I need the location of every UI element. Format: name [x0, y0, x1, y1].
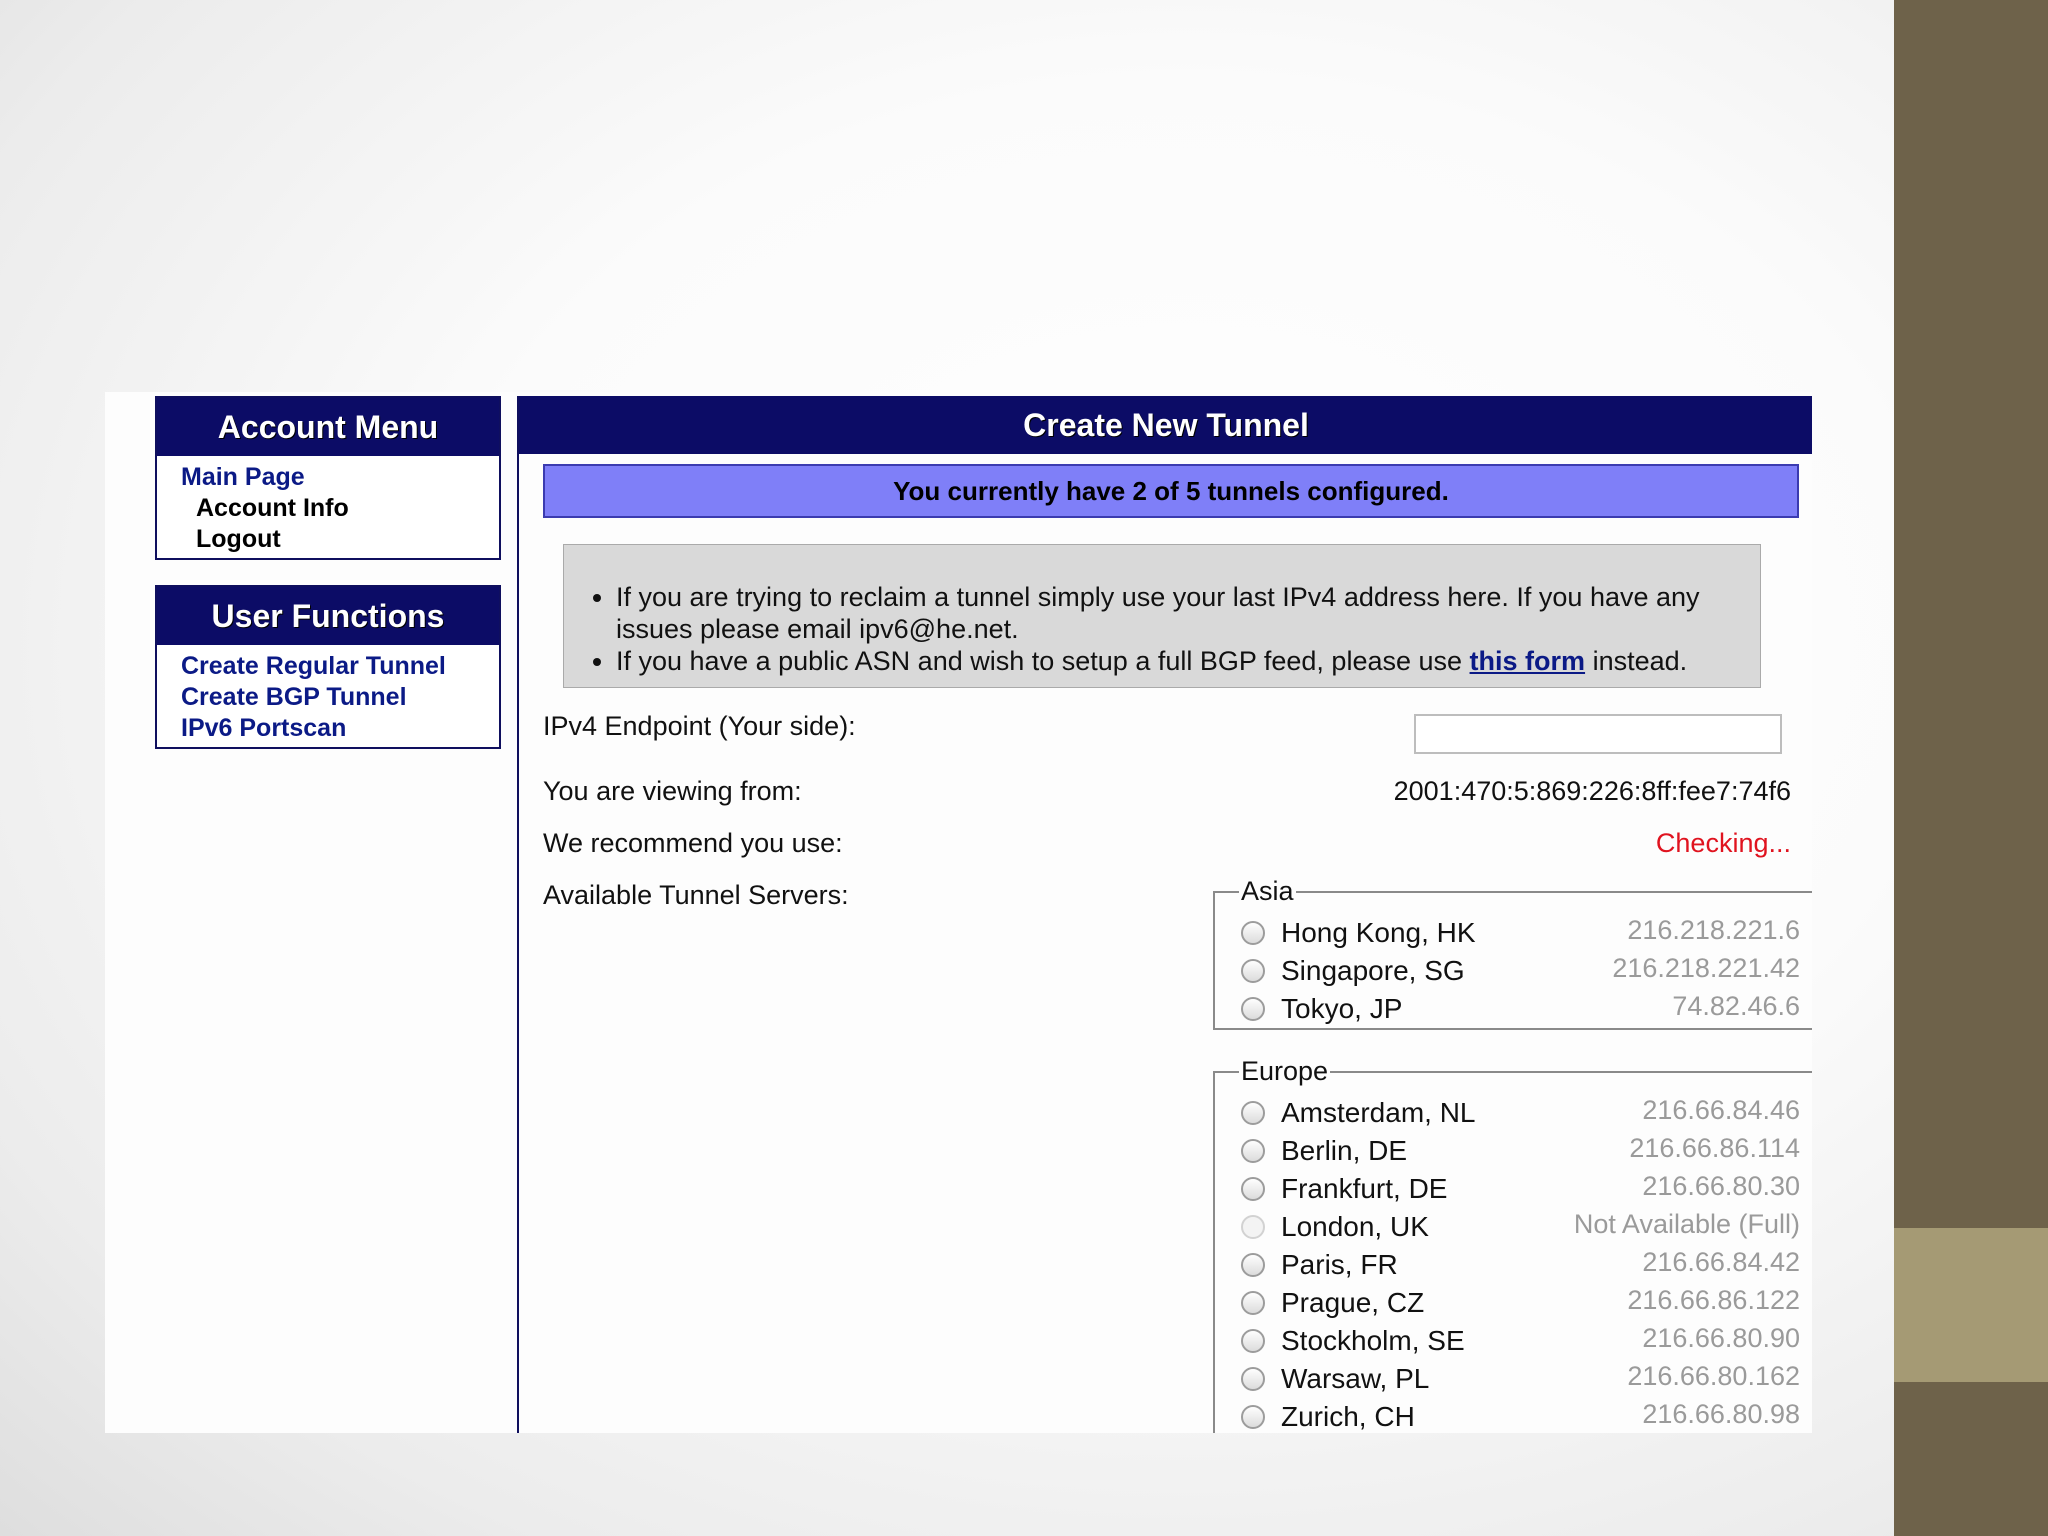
radio-button[interactable] — [1241, 997, 1265, 1021]
server-option-disabled: London, UK Not Available (Full) — [1215, 1209, 1812, 1247]
server-option[interactable]: Prague, CZ 216.66.86.122 — [1215, 1285, 1812, 1323]
radio-button[interactable] — [1241, 1253, 1265, 1277]
radio-button[interactable] — [1241, 921, 1265, 945]
region-asia — [1213, 876, 1812, 1030]
server-option[interactable]: Amsterdam, NL 216.66.84.46 — [1215, 1095, 1812, 1133]
recommend-label: We recommend you use: — [543, 828, 843, 858]
recommend-status: Checking... — [1655, 828, 1791, 858]
menu-item-logout[interactable]: Logout — [196, 525, 281, 553]
menu-item-account-info[interactable]: Account Info — [196, 494, 349, 522]
create-tunnel-panel — [517, 396, 1812, 1433]
server-option[interactable]: Tokyo, JP 74.82.46.6 — [1215, 991, 1812, 1029]
this-form-link[interactable]: this form — [1469, 646, 1586, 676]
viewing-label: You are viewing from: — [543, 776, 802, 806]
server-option[interactable]: Berlin, DE 216.66.86.114 — [1215, 1133, 1812, 1171]
region-europe-legend: Europe — [1241, 1056, 1329, 1086]
radio-button[interactable] — [1241, 1177, 1265, 1201]
info-bullet-reclaim: • If you are trying to reclaim a tunnel simply use your last IPv4 address here. If you have any issues please email ipv6@he.net. — [616, 581, 1760, 645]
user-functions-panel — [155, 585, 501, 749]
user-functions-title: User Functions — [157, 587, 499, 645]
menu-item-create-regular-tunnel[interactable]: Create Regular Tunnel — [181, 652, 446, 680]
servers-label: Available Tunnel Servers: — [543, 880, 849, 910]
radio-button[interactable] — [1241, 1101, 1265, 1125]
account-menu-title: Account Menu — [157, 398, 499, 456]
menu-item-main-page[interactable]: Main Page — [181, 463, 305, 491]
info-bullet-bgp: • If you have a public ASN and wish to setup a full BGP feed, please use this form instead. — [616, 645, 1760, 677]
server-option[interactable]: Frankfurt, DE 216.66.80.30 — [1215, 1171, 1812, 1209]
radio-button[interactable] — [1241, 1291, 1265, 1315]
radio-button-disabled — [1241, 1215, 1265, 1239]
menu-item-ipv6-portscan[interactable]: IPv6 Portscan — [181, 714, 347, 742]
server-option[interactable]: Singapore, SG 216.218.221.42 — [1215, 953, 1812, 991]
radio-button[interactable] — [1241, 1367, 1265, 1391]
region-europe — [1213, 1056, 1812, 1433]
radio-button[interactable] — [1241, 1329, 1265, 1353]
radio-button[interactable] — [1241, 959, 1265, 983]
page-title: Create New Tunnel — [519, 396, 1812, 454]
radio-button[interactable] — [1241, 1139, 1265, 1163]
tunnelbroker-screenshot — [105, 392, 1812, 1433]
menu-item-create-bgp-tunnel[interactable]: Create BGP Tunnel — [181, 683, 407, 711]
slide-side-accent — [1894, 1228, 2048, 1382]
radio-button[interactable] — [1241, 1405, 1265, 1429]
server-option[interactable]: Stockholm, SE 216.66.80.90 — [1215, 1323, 1812, 1361]
viewing-address: 2001:470:5:869:226:8ff:fee7:74f6 — [1393, 776, 1791, 806]
server-option[interactable]: Paris, FR 216.66.84.42 — [1215, 1247, 1812, 1285]
info-box — [563, 544, 1761, 688]
server-option[interactable]: Warsaw, PL 216.66.80.162 — [1215, 1361, 1812, 1399]
server-option[interactable]: Hong Kong, HK 216.218.221.6 — [1215, 915, 1812, 953]
server-option[interactable]: Zurich, CH 216.66.80.98 — [1215, 1399, 1812, 1433]
endpoint-label: IPv4 Endpoint (Your side): — [543, 711, 856, 741]
account-menu-panel — [155, 396, 501, 560]
ipv4-endpoint-input[interactable] — [1414, 714, 1782, 754]
region-asia-legend: Asia — [1241, 876, 1294, 906]
tunnel-count-status: You currently have 2 of 5 tunnels configured. — [543, 464, 1799, 518]
